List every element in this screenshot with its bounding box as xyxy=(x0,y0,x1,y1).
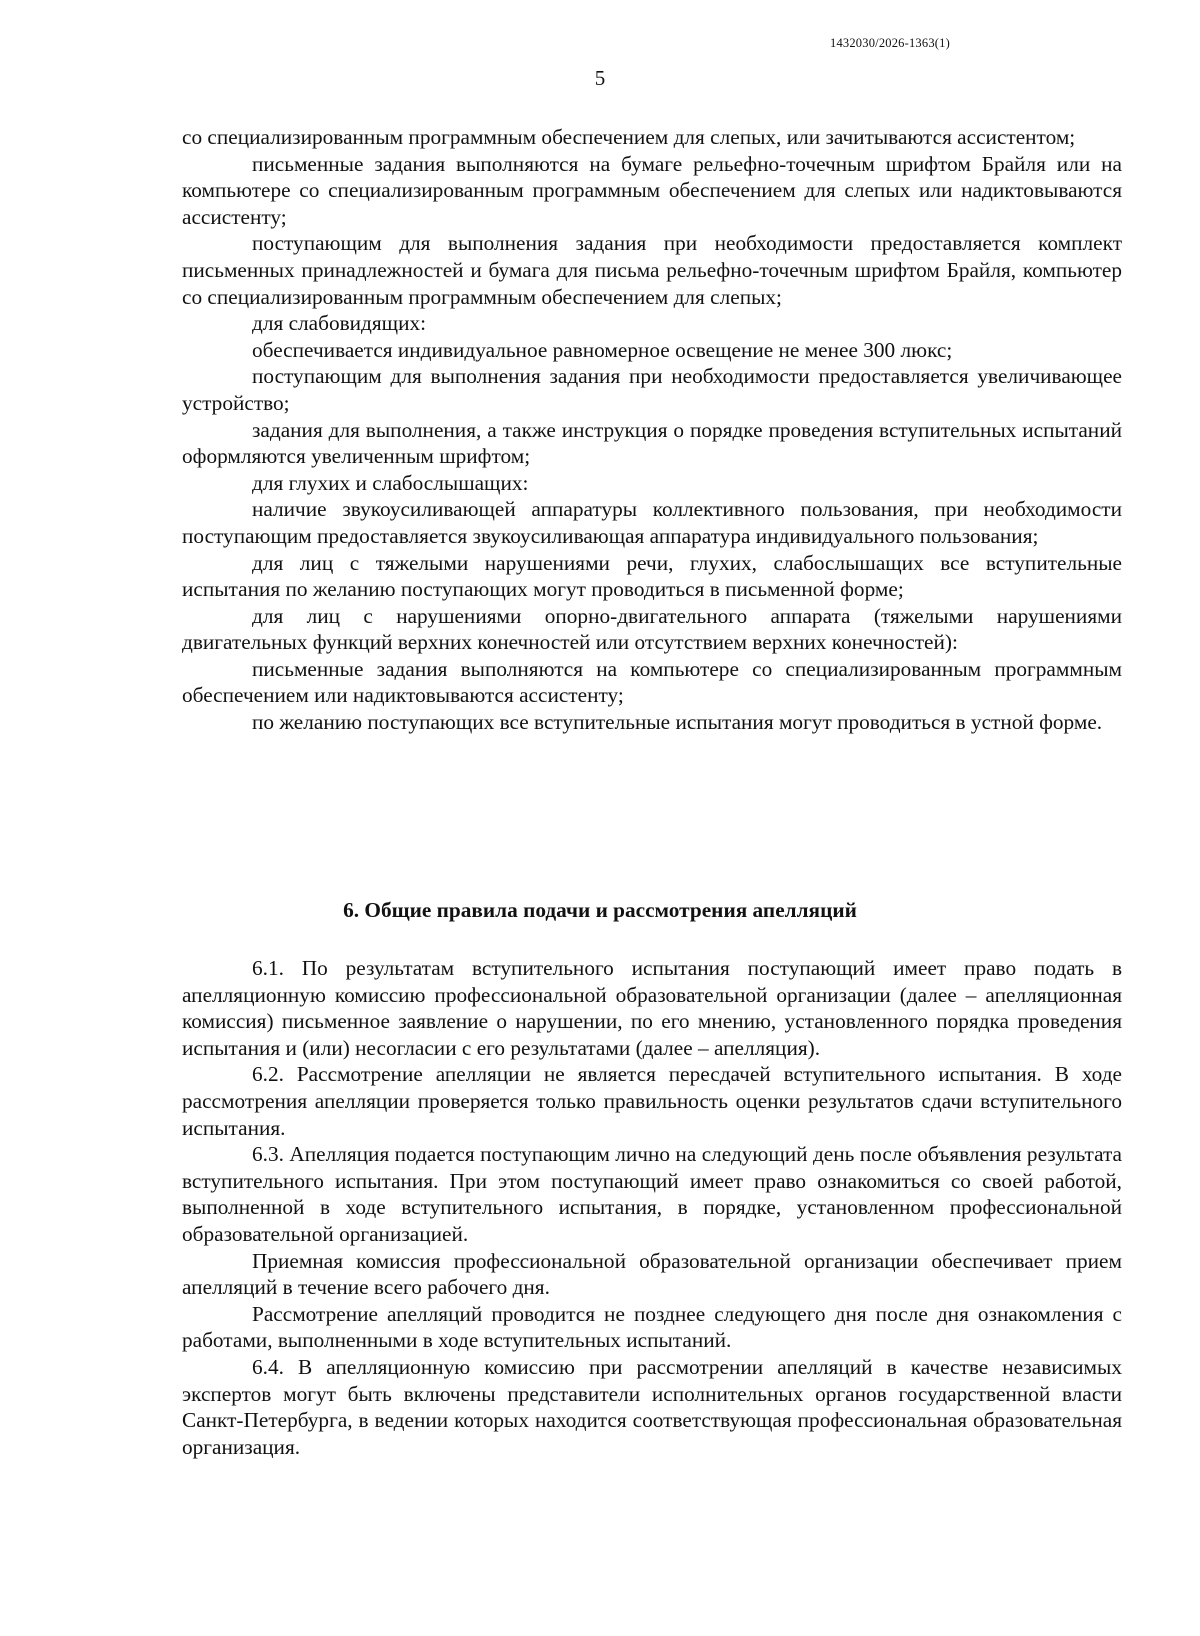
body-text-block xyxy=(182,124,1122,736)
paragraph: задания для выполнения, а также инструкция о порядке проведения вступительных испытаний оформляются увеличенным шрифтом; xyxy=(182,417,1122,469)
paragraph: для слабовидящих: xyxy=(252,311,427,336)
page-number: 5 xyxy=(594,66,606,90)
paragraph: наличие звукоусиливающей аппаратуры коллективного пользования, при необходимости поступающим предоставляется звукоусиливающая аппаратура индивидуального пользования; xyxy=(182,497,1122,548)
section-heading: 6. Общие правила подачи и рассмотрения апелляций xyxy=(343,898,857,922)
paragraph: 6.2. Рассмотрение апелляции не является пересдачей вступительного испытания. В ходе рассмотрения апелляции проверяется только правильность оценки результатов сдачи вступительного испытания. xyxy=(182,1062,1122,1140)
paragraph: письменные задания выполняются на компьютере со специализированным программным обеспечением или надиктовываются ассистенту; xyxy=(182,656,1122,708)
paragraph: поступающим для выполнения задания при необходимости предоставляется комплект письменных принадлежностей и бумага для письма рельефно-точечным шрифтом Брайля, компьютер со специализированным программным обеспечением для слепых; xyxy=(182,231,1122,309)
paragraph: Приемная комиссия профессиональной образовательной организации обеспечивает прием апелляций в течение всего рабочего дня. xyxy=(182,1248,1122,1300)
document-number: 1432030/2026-1363(1) xyxy=(830,36,950,50)
paragraph: со специализированным программным обеспечением для слепых, или зачитываются ассистентом; xyxy=(182,125,1076,149)
paragraph: для глухих и слабослышащих: xyxy=(252,470,529,495)
paragraph: 6.4. В апелляционную комиссию при рассмотрении апелляций в качестве независимых экспертов могут быть включены представители исполнительных органов государственной власти Санкт-Петербурга, в ведении которых находится соответствующая профессиональная образовательная организация. xyxy=(182,1354,1122,1459)
paragraph: по желанию поступающих все вступительные испытания могут проводиться в устной форме. xyxy=(252,710,1103,735)
paragraph: для лиц с нарушениями опорно-двигательного аппарата (тяжелыми нарушениями двигательных функций верхних конечностей или отсутствием верхних конечностей): xyxy=(182,603,1122,655)
paragraph: Рассмотрение апелляций проводится не позднее следующего дня после дня ознакомления с работами, выполненными в ходе вступительных испытаний. xyxy=(182,1301,1122,1353)
paragraph: 6.3. Апелляция подается поступающим лично на следующий день после объявления результата вступительного испытания. При этом поступающий имеет право ознакомиться со своей работой, выполненной в ходе вступительного испытания, в порядке, установленном профессиональной образовательной организацией. xyxy=(182,1142,1122,1246)
paragraph: обеспечивается индивидуальное равномерное освещение не менее 300 люкс; xyxy=(252,337,953,362)
paragraph: поступающим для выполнения задания при необходимости предоставляется увеличивающее устройство; xyxy=(182,364,1122,415)
section-6-text-block xyxy=(182,955,1122,1460)
paragraph: 6.1. По результатам вступительного испытания поступающий имеет право подать в апелляционную комиссию профессиональной образовательной организации (далее – апелляционная комиссия) письменное заявление о нарушении, по его мнению, установленного порядка проведения испытания и (или) несогласии с его результатами (далее – апелляция). xyxy=(182,956,1122,1060)
paragraph: для лиц с тяжелыми нарушениями речи, глухих, слабослышащих все вступительные испытания по желанию поступающих могут проводиться в письменной форме; xyxy=(182,550,1122,602)
paragraph: письменные задания выполняются на бумаге рельефно-точечным шрифтом Брайля или на компьютере со специализированным программным обеспечением для слепых или надиктовываются ассистенту; xyxy=(182,151,1122,229)
